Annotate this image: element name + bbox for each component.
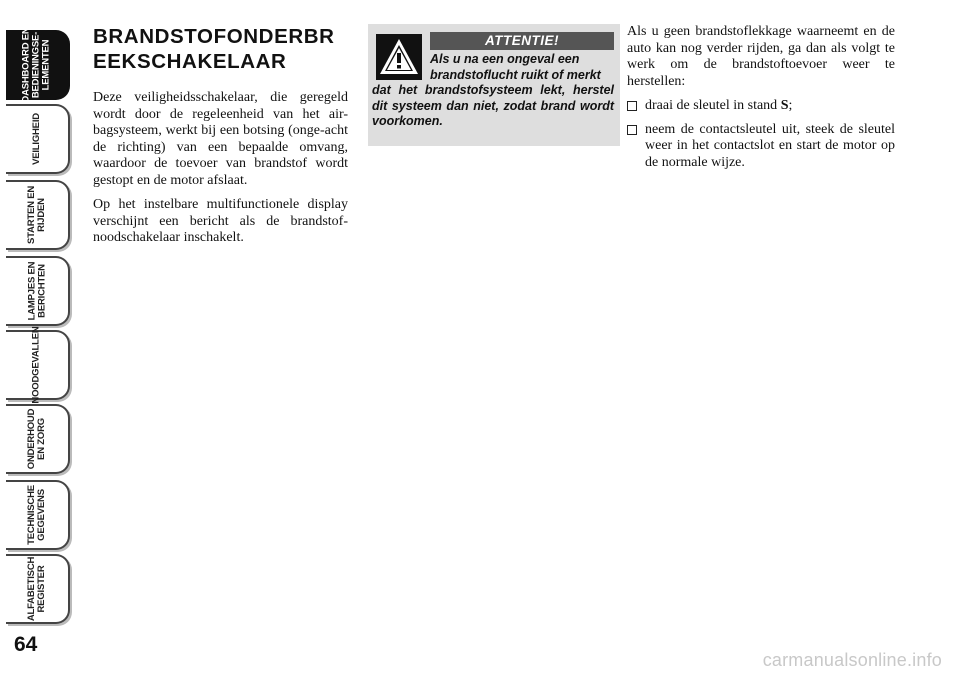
warning-heading: ATTENTIE! <box>430 32 614 50</box>
section-column <box>93 24 348 255</box>
step-1-key: S <box>780 98 789 113</box>
warning-text <box>372 52 614 130</box>
tab-dashboard[interactable] <box>6 27 70 103</box>
instructions-column <box>627 24 895 178</box>
section-title <box>93 24 348 74</box>
checkbox-bullet-icon <box>627 101 637 111</box>
tab-label: ALFABETISCH REGISTER <box>26 556 47 622</box>
warning-line-1: Als u na een ongeval een <box>430 52 580 66</box>
warning-rest: dat het brandstofsysteem lekt, herstel dit systeem dan niet, zodat brand wordt voorkomen. <box>372 83 614 128</box>
tab-technische[interactable] <box>6 480 70 550</box>
title-line-1: BRANDSTOFONDERBR <box>93 25 335 48</box>
title-line-2: EEKSCHAKELAAR <box>93 50 287 73</box>
step-2-text: neem de contactsleutel uit, steek de sleutel weer in het contactslot en start de motor op de normale wijze. <box>645 121 895 170</box>
tab-onderhoud[interactable] <box>6 404 70 474</box>
tab-label: VEILIGHEID <box>31 113 42 165</box>
tab-starten[interactable] <box>6 180 70 250</box>
steps-list <box>627 98 895 171</box>
list-item <box>627 122 895 172</box>
tab-label: LAMPJES EN BERICHTEN <box>26 261 47 321</box>
step-1-text: draai de sleutel in stand <box>645 98 781 113</box>
tab-label: TECHNISCHE GEGEVENS <box>25 485 47 545</box>
tab-label: NOODGEVALLEN <box>31 326 42 404</box>
tab-veiligheid[interactable] <box>6 104 70 174</box>
paragraph-1: Deze veiligheidsschakelaar, die geregeld wordt door de regeleenheid van het air-bagsysteem, werkt bij een botsing (onge-acht de richting) van een bepaalde omvang, waardoor de toevoer van brandstof wordt gestopt en de motor afslaat. <box>93 90 348 188</box>
tab-lampjes[interactable] <box>6 256 70 326</box>
checkbox-bullet-icon <box>627 125 637 135</box>
tab-label: ONDERHOUD EN ZORG <box>25 408 47 470</box>
warning-line-2: brandstoflucht ruikt of merkt <box>430 67 601 82</box>
paragraph-2: Op het instelbare multifunctionele display verschijnt een bericht als de brandstof-noodschakelaar inschakelt. <box>93 197 348 245</box>
watermark-footer: carmanualsonline.info <box>762 650 942 670</box>
list-item <box>627 98 895 115</box>
tab-noodgevallen[interactable] <box>6 326 70 404</box>
tab-label: STARTEN EN RIJDEN <box>26 186 47 244</box>
instructions-intro: Als u geen brandstoflekkage waarneemt en de auto kan nog verder rijden, ga dan als volgt te werk om de brandstoftoevoer weer te herstellen: <box>627 24 895 89</box>
chapter-sidebar <box>0 0 75 677</box>
tab-label: DASHBOARD EN BEDIENINGSE- LEMENTEN <box>21 27 52 103</box>
warning-box <box>368 24 620 146</box>
page-number: 64 <box>14 633 38 656</box>
tab-register[interactable] <box>6 554 70 624</box>
step-1-end: ; <box>788 98 793 113</box>
